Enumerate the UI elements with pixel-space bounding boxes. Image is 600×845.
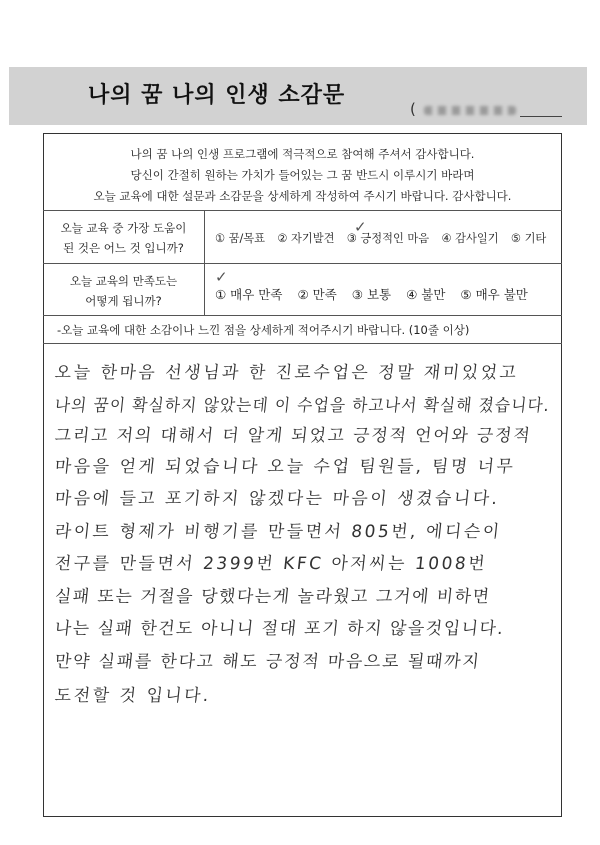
question-2-label-line-2: 어떻게 됩니까? (85, 294, 162, 308)
question-2-label-line-1: 오늘 교육의 만족도는 (69, 274, 178, 288)
question-2-option-1[interactable]: ① 매우 만족 (215, 287, 283, 302)
question-1-label-line-2: 된 것은 어느 것 입니까? (63, 241, 184, 255)
divider (43, 315, 562, 316)
essay-instruction: -오늘 교육에 대한 소감이나 느낀 점을 상세하게 적어주시기 바랍니다. (10줄 이상) (57, 323, 470, 337)
question-1-option-4[interactable]: ④ 감사일기 (441, 231, 499, 245)
question-1-options (215, 230, 555, 246)
intro-line-2: 당신이 간절히 원하는 가치가 들어있는 그 꿈 반드시 이루시기 바라며 (130, 168, 475, 182)
redacted-name (424, 106, 516, 115)
question-2-options (215, 285, 539, 303)
essay-line-5: 마음에 들고 포기하지 않겠다는 마음이 생겼습니다. (53, 489, 501, 509)
document-title: 나의 꿈 나의 인생 소감문 (88, 83, 346, 108)
instruction-divider (43, 343, 562, 344)
question-1-option-1[interactable]: ① 꿈/목표 (215, 231, 265, 245)
essay-line-1: 오늘 한마음 선생님과 한 진로수업은 정말 재미있었고 (53, 363, 520, 383)
question-1-option-2[interactable]: ② 자기발견 (277, 231, 335, 245)
name-field-paren: ( (410, 100, 416, 118)
question-1-label-line-1: 오늘 교육 중 가장 도움이 (60, 221, 187, 235)
question-1-option-5[interactable]: ⑤ 기타 (510, 231, 547, 245)
question-1-option-3[interactable]: ③ 긍정적인 마음 (346, 231, 430, 245)
divider (43, 263, 562, 264)
question-2-option-5[interactable]: ⑤ 매우 불만 (460, 287, 528, 302)
essay-line-4: 마음을 얻게 되었습니다 오늘 수업 팀원들, 팀명 너무 (53, 457, 517, 477)
essay-line-6: 라이트 형제가 비행기를 만들면서 805번, 에디슨이 (53, 522, 503, 542)
question-2-option-3[interactable]: ③ 보통 (351, 287, 392, 302)
question-2-option-4[interactable]: ④ 불만 (406, 287, 446, 302)
essay-line-10: 만약 실패를 한다고 해도 긍정적 마음으로 될때까지 (53, 652, 482, 672)
essay-line-11: 도전할 것 입니다. (53, 686, 212, 706)
essay-line-3: 그리고 저의 대해서 더 알게 되었고 긍정적 언어와 긍정적 (53, 426, 533, 446)
essay-line-7: 전구를 만들면서 2399번 KFC 아저씨는 1008번 (53, 554, 489, 574)
name-field-underline (520, 116, 562, 117)
question-1-check-mark: ✓ (354, 218, 367, 236)
column-divider (204, 210, 205, 315)
essay-line-9: 나는 실패 한건도 아니니 절대 포기 하지 않을것입니다. (53, 619, 506, 639)
intro-line-3: 오늘 교육에 대한 설문과 소감문을 상세하게 작성하여 주시기 바랍니다. 감사합니다. (93, 189, 512, 203)
question-2-check-mark: ✓ (215, 268, 228, 286)
intro-line-1: 나의 꿈 나의 인생 프로그램에 적극적으로 참여해 주셔서 감사합니다. (130, 147, 475, 161)
divider (43, 210, 562, 211)
question-2-option-2[interactable]: ② 만족 (297, 287, 337, 302)
essay-line-8: 실패 또는 거절을 당했다는게 놀라웠고 그거에 비하면 (53, 587, 492, 607)
essay-line-2: 나의 꿈이 확실하지 않았는데 이 수업을 하고나서 확실해 졌습니다. (53, 396, 551, 416)
